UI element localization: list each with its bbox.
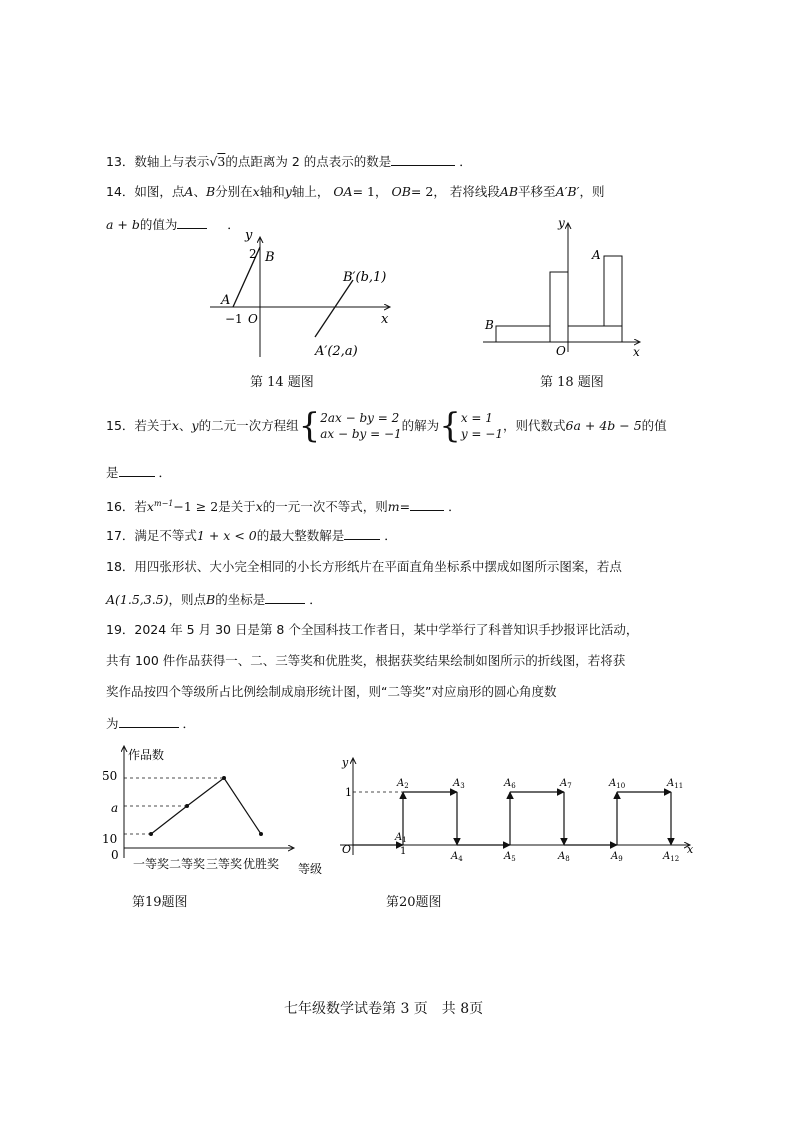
category-label-2: 二等奖 xyxy=(168,857,206,871)
question-19-line1: 19．2024 年 5 月 30 日是第 8 个全国科技工作者日，某中学举行了科普知识手抄报评比活动， xyxy=(106,622,639,637)
figure-19-caption: 第19题图 xyxy=(132,895,188,910)
figure-20 xyxy=(335,752,705,862)
question-15-line2: 是 ． xyxy=(106,465,172,480)
figure-18-caption: 第 18 题图 xyxy=(540,375,604,390)
point-label-a2: $A_2$ xyxy=(397,778,409,790)
fig14-label-a: A xyxy=(221,293,231,308)
question-13: 13．数轴上与表示√3的点距离为 2 的点表示的数是 ． xyxy=(106,154,472,169)
fig14-x-label: x xyxy=(381,312,389,327)
figure-14-caption: 第 14 题图 xyxy=(250,375,314,390)
answer-blank-18[interactable] xyxy=(265,590,305,604)
fig14-label-ap: A′(2,a) xyxy=(315,344,358,359)
point-label-a12: $A_{12}$ xyxy=(663,851,680,863)
figure-20-caption: 第20题图 xyxy=(386,895,442,910)
point-label-a1: $A_1$ xyxy=(395,832,407,844)
brace-left-2: { xyxy=(439,406,461,446)
fig19-tick-a: a xyxy=(111,801,119,815)
data-point-2 xyxy=(185,804,189,808)
fig14-tick-2: 2 xyxy=(249,247,257,261)
fig20-tick-1x: 1 xyxy=(400,846,407,857)
fig14-origin: O xyxy=(248,312,258,326)
fig19-tick-0: 0 xyxy=(111,848,119,862)
rect-a xyxy=(604,256,622,326)
fig14-label-b: B xyxy=(265,250,275,265)
question-18-line1: 18．用四张形状、大小完全相同的小长方形纸片在平面直角坐标系中摆成如图所示图案，若点 xyxy=(106,559,622,574)
answer-blank-13[interactable] xyxy=(391,152,455,166)
point-label-a6: $A_6$ xyxy=(504,778,516,790)
brace-left: { xyxy=(298,406,321,446)
fig18-label-b: B xyxy=(485,318,494,332)
category-label-3: 三等奖 xyxy=(205,857,243,871)
rect-3 xyxy=(568,326,622,342)
point-label-a3: $A_3$ xyxy=(453,778,465,790)
category-label-4: 优胜奖 xyxy=(242,857,280,871)
fig19-tick-10: 10 xyxy=(102,832,118,846)
figure-19-chart xyxy=(102,742,333,878)
point-label-a7: $A_7$ xyxy=(560,778,572,790)
fig20-x-label: x xyxy=(687,843,694,856)
fig18-origin: O xyxy=(556,344,566,358)
point-label-a10: $A_{10}$ xyxy=(609,778,626,790)
question-19-line3: 奖作品按四个等级所占比例绘制成扇形统计图，则“二等奖”对应扇形的圆心角度数 xyxy=(106,684,557,699)
segment-apbp xyxy=(315,280,353,337)
data-point-1 xyxy=(149,832,153,836)
fig20-origin: O xyxy=(342,843,352,856)
page-footer: 七年级数学试卷第 3 页 共 8页 xyxy=(284,1001,484,1017)
fig18-x-label: x xyxy=(633,345,640,359)
answer-blank-17[interactable] xyxy=(344,526,380,540)
question-14-line1: 14．如图，点A、B分别在x轴和y轴上， OA= 1， OB= 2， 若将线段AB平移至A′B′，则 xyxy=(106,184,605,199)
category-label-1: 一等奖 xyxy=(132,857,170,871)
fig20-y-label: y xyxy=(342,756,349,769)
answer-blank-14[interactable] xyxy=(177,215,207,229)
answer-blank-16[interactable] xyxy=(410,497,444,511)
answer-blank-15[interactable] xyxy=(119,463,155,477)
fig14-y-label: y xyxy=(245,228,253,243)
data-point-4 xyxy=(259,832,263,836)
rect-2 xyxy=(550,272,568,342)
fig19-x-label: 等级 xyxy=(298,862,323,876)
question-19-line4: 为 ． xyxy=(106,716,196,731)
answer-blank-19[interactable] xyxy=(119,714,179,728)
figure-18 xyxy=(478,215,648,365)
fig19-tick-50: 50 xyxy=(102,769,118,783)
point-label-a4: $A_4$ xyxy=(451,851,463,863)
fig18-label-a: A xyxy=(592,248,601,262)
fig14-tick-neg1: −1 xyxy=(225,312,243,326)
equation-system: 2ax − by = 2 ax − by = −1 xyxy=(320,411,402,441)
point-label-a5: $A_5$ xyxy=(504,851,516,863)
question-14-line2: a + b的值为 ． xyxy=(106,217,240,232)
point-label-a11: $A_{11}$ xyxy=(667,778,684,790)
rect-b xyxy=(496,326,550,342)
data-point-3 xyxy=(222,776,226,780)
sqrt-3: √3 xyxy=(209,154,226,169)
point-label-a9: $A_9$ xyxy=(611,851,623,863)
question-18-line2: A(1.5,3.5)，则点B的坐标是 ． xyxy=(106,592,322,607)
solution-system: x = 1 y = −1 xyxy=(460,411,503,441)
question-16: 16．若$x^{m-1}-1 \ge 2$是关于x的一元一次不等式，则m= ． xyxy=(106,499,461,515)
fig14-label-bp: B′(b,1) xyxy=(343,270,387,285)
question-15-line1: 15． 若关于 x 、 y 的二元一次方程组 { 2ax − by = 2 ax − by = −1 的解为 { x = 1 y = −1 ，则代数式 6a + 4b − 5 的值 xyxy=(106,406,667,446)
point-label-a8: $A_8$ xyxy=(558,851,570,863)
fig19-y-label: 作品数 xyxy=(128,748,165,762)
question-17: 17．满足不等式1 + x < 0的最大整数解是 ． xyxy=(106,528,397,543)
question-19-line2: 共有 100 件作品获得一、二、三等奖和优胜奖，根据获奖结果绘制如图所示的折线图，若将获 xyxy=(106,653,626,668)
fig18-y-label: y xyxy=(558,216,565,230)
fig20-tick-1y: 1 xyxy=(345,786,352,799)
